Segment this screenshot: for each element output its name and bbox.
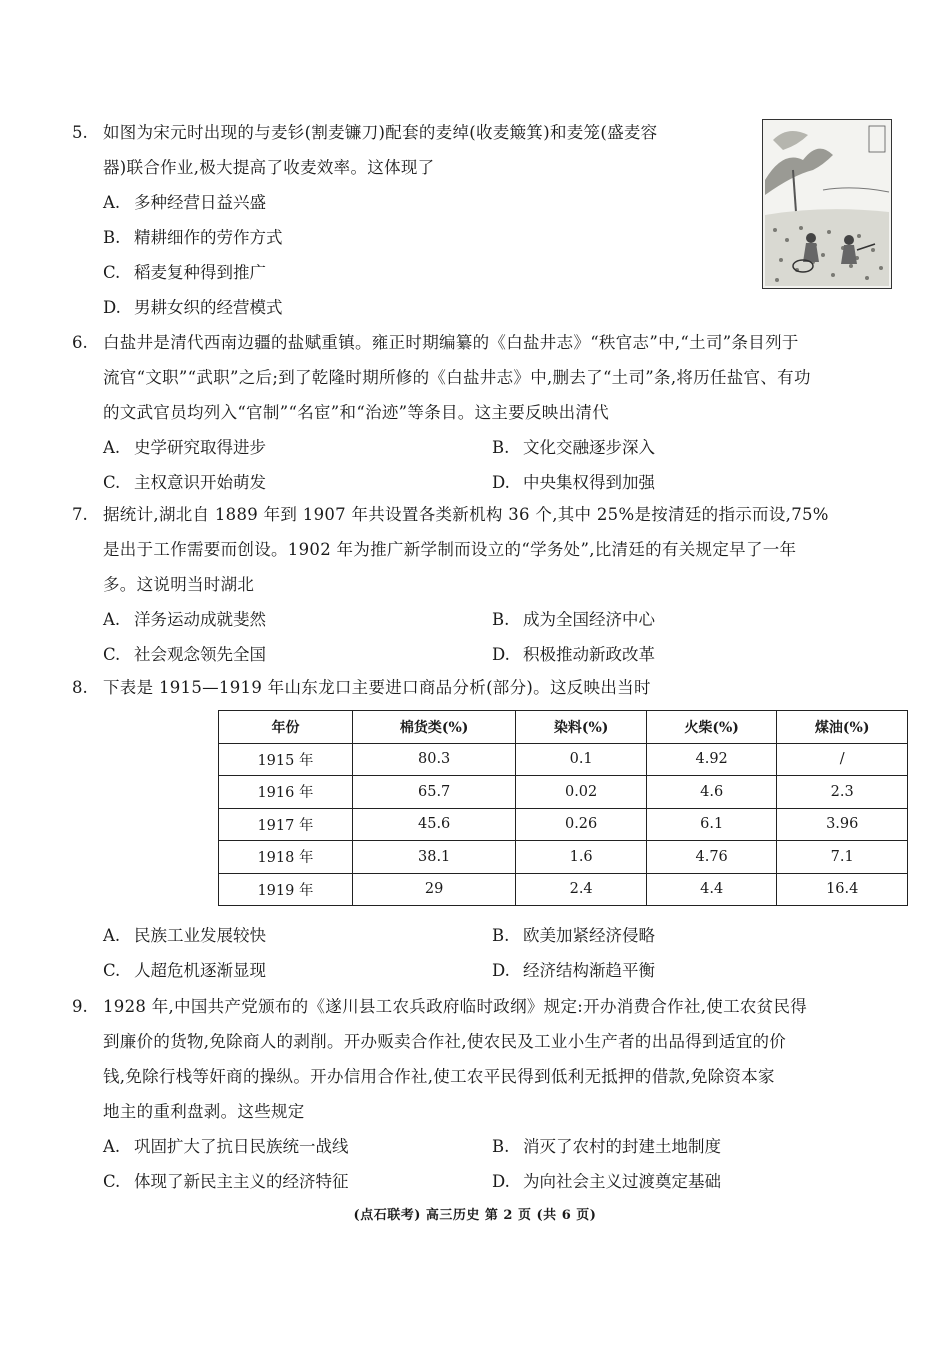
column-header: 棉货类(%)	[352, 711, 515, 744]
option-d[interactable]: D. 为向社会主义过渡奠定基础	[492, 1172, 721, 1191]
stem-line: 钱,免除行栈等奸商的操纵。开办信用合作社,使工农平民得到低利无抵押的借款,免除资本家	[103, 1067, 775, 1086]
stem-line: 下表是 1915—1919 年山东龙口主要进口商品分析(部分)。这反映出当时	[103, 678, 651, 697]
option-b[interactable]: B. 精耕细作的劳作方式	[103, 228, 283, 247]
harvest-illustration-drawing	[763, 120, 891, 288]
stem-line: 器)联合作业,极大提高了收麦效率。这体现了	[103, 158, 435, 177]
harvest-illustration	[762, 119, 892, 289]
table-cell: 1917 年	[219, 808, 353, 841]
table-cell: 1916 年	[219, 776, 353, 809]
option-c[interactable]: C. 稻麦复种得到推广	[103, 263, 266, 282]
table-cell: 0.1	[516, 743, 647, 776]
table-row	[219, 841, 908, 874]
table-cell: 3.96	[777, 808, 908, 841]
table-cell: 1.6	[516, 841, 647, 874]
option-c[interactable]: C. 人超危机逐渐显现	[103, 961, 266, 980]
option-a[interactable]: A. 巩固扩大了抗日民族统一战线	[103, 1137, 349, 1156]
table-cell: 4.4	[646, 873, 777, 906]
option-d[interactable]: D. 中央集权得到加强	[492, 473, 655, 492]
column-header: 火柴(%)	[646, 711, 777, 744]
table-cell: 4.76	[646, 841, 777, 874]
table-row	[219, 808, 908, 841]
question-stem	[103, 670, 893, 705]
question-number: 6.	[72, 333, 88, 352]
stem-line: 地主的重利盘剥。这些规定	[103, 1102, 305, 1121]
table-cell: 65.7	[352, 776, 515, 809]
option-a[interactable]: A. 史学研究取得进步	[103, 438, 266, 457]
table-cell: 6.1	[646, 808, 777, 841]
table-row	[219, 873, 908, 906]
option-a[interactable]: A. 洋务运动成就斐然	[103, 610, 266, 629]
table-cell: 0.02	[516, 776, 647, 809]
table-cell: 4.92	[646, 743, 777, 776]
stem-line: 流官“文职”“武职”之后;到了乾隆时期所修的《白盐井志》中,删去了“土司”条,将历任盐官、有功	[103, 368, 811, 387]
table-cell: 1918 年	[219, 841, 353, 874]
table-cell: 2.3	[777, 776, 908, 809]
question-stem	[103, 325, 893, 430]
table-row	[219, 776, 908, 809]
stem-line: 的文武官员均列入“官制”“名宦”和“治迹”等条目。这主要反映出清代	[103, 403, 610, 422]
option-d[interactable]: D. 男耕女织的经营模式	[103, 298, 283, 317]
table-cell: 1915 年	[219, 743, 353, 776]
table-cell: 38.1	[352, 841, 515, 874]
table-cell: 2.4	[516, 873, 647, 906]
stem-line: 到廉价的货物,免除商人的剥削。开办贩卖合作社,使农民及工业小生产者的出品得到适宜的价	[103, 1032, 787, 1051]
column-header: 煤油(%)	[777, 711, 908, 744]
option-d[interactable]: D. 积极推动新政改革	[492, 645, 655, 664]
stem-line: 1928 年,中国共产党颁布的《遂川县工农兵政府临时政纲》规定:开办消费合作社,使工农贫民得	[103, 997, 808, 1016]
column-header: 染料(%)	[516, 711, 647, 744]
option-b[interactable]: B. 文化交融逐步深入	[492, 438, 655, 457]
option-a[interactable]: A. 民族工业发展较快	[103, 926, 266, 945]
question-number: 8.	[72, 678, 88, 697]
question-stem	[103, 497, 893, 602]
stem-line: 白盐井是清代西南边疆的盐赋重镇。雍正时期编纂的《白盐井志》“秩官志”中,“土司”条目列于	[103, 333, 799, 352]
option-d[interactable]: D. 经济结构渐趋平衡	[492, 961, 655, 980]
table-cell: 0.26	[516, 808, 647, 841]
table-cell: 7.1	[777, 841, 908, 874]
table-cell: 45.6	[352, 808, 515, 841]
page-footer: (点石联考) 高三历史 第 2 页 (共 6 页)	[353, 1208, 597, 1223]
stem-line: 多。这说明当时湖北	[103, 575, 255, 594]
stem-line: 据统计,湖北自 1889 年到 1907 年共设置各类新机构 36 个,其中 25%是按清廷的指示而设,75%	[103, 505, 829, 524]
table-cell: 80.3	[352, 743, 515, 776]
table-cell: 4.6	[646, 776, 777, 809]
option-b[interactable]: B. 欧美加紧经济侵略	[492, 926, 655, 945]
table-cell: /	[777, 743, 908, 776]
option-c[interactable]: C. 主权意识开始萌发	[103, 473, 266, 492]
stem-line: 如图为宋元时出现的与麦钐(割麦镰刀)配套的麦绰(收麦簸箕)和麦笼(盛麦容	[103, 123, 658, 142]
column-header: 年份	[219, 711, 353, 744]
option-c[interactable]: C. 体现了新民主主义的经济特征	[103, 1172, 349, 1191]
question-stem	[103, 115, 753, 185]
table-header-row	[219, 711, 908, 744]
question-number: 7.	[72, 505, 88, 524]
import-goods-table	[218, 710, 908, 906]
table-cell: 16.4	[777, 873, 908, 906]
table-row	[219, 743, 908, 776]
question-number: 9.	[72, 997, 88, 1016]
table-cell: 1919 年	[219, 873, 353, 906]
question-stem	[103, 989, 893, 1129]
option-b[interactable]: B. 消灭了农村的封建土地制度	[492, 1137, 721, 1156]
question-number: 5.	[72, 123, 88, 142]
option-b[interactable]: B. 成为全国经济中心	[492, 610, 655, 629]
option-c[interactable]: C. 社会观念领先全国	[103, 645, 266, 664]
stem-line: 是出于工作需要而创设。1902 年为推广新学制而设立的“学务处”,比清廷的有关规定早了一年	[103, 540, 797, 559]
option-a[interactable]: A. 多种经营日益兴盛	[103, 193, 266, 212]
table-cell: 29	[352, 873, 515, 906]
